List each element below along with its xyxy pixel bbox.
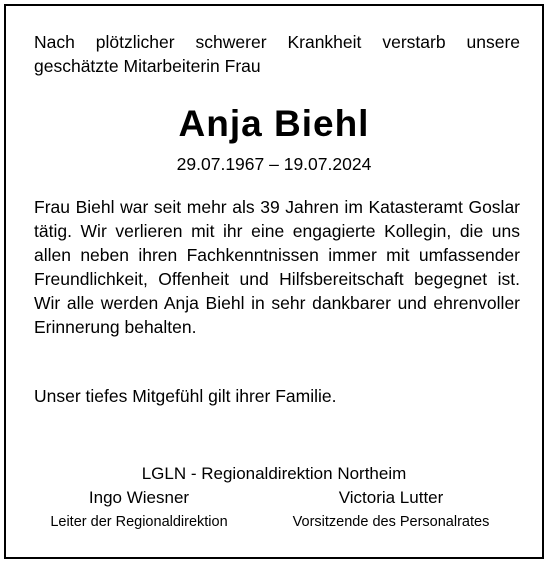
tribute-text: Frau Biehl war seit mehr als 39 Jahren im Katasteramt Goslar tätig. Wir verlieren mit ihr eine engagierte Kollegin, die uns allen neben ihren Fachkenntnissen immer mit umfassender Freundlichkeit, Offenheit und Hilfsbereitschaft begegnet ist. Wir alle werden Anja Biehl in sehr dankbarer und ehrenvoller Erinnerung behalten.: [34, 197, 520, 337]
organization-name: LGLN - Regionaldirektion Northeim: [141, 464, 407, 483]
condolence-text: Unser tiefes Mitgefühl gilt ihrer Familie.: [34, 386, 337, 406]
deceased-name: Anja Biehl: [178, 103, 370, 144]
signatory-right: [260, 487, 522, 533]
signatory-left-role: Leiter der Regionaldirektion: [50, 514, 228, 530]
signatory-left-name: Ingo Wiesner: [88, 488, 190, 507]
obituary-frame: [4, 4, 544, 559]
signatory-right-name: Victoria Lutter: [338, 488, 444, 507]
intro-text: Nach plötzlicher schwerer Krankheit verstarb unsere geschätzte Mitarbeiterin Frau: [34, 32, 520, 76]
life-dates: 29.07.1967 – 19.07.2024: [176, 154, 372, 174]
signatory-left: [30, 487, 248, 533]
signatory-right-role: Vorsitzende des Personalrates: [292, 514, 490, 530]
